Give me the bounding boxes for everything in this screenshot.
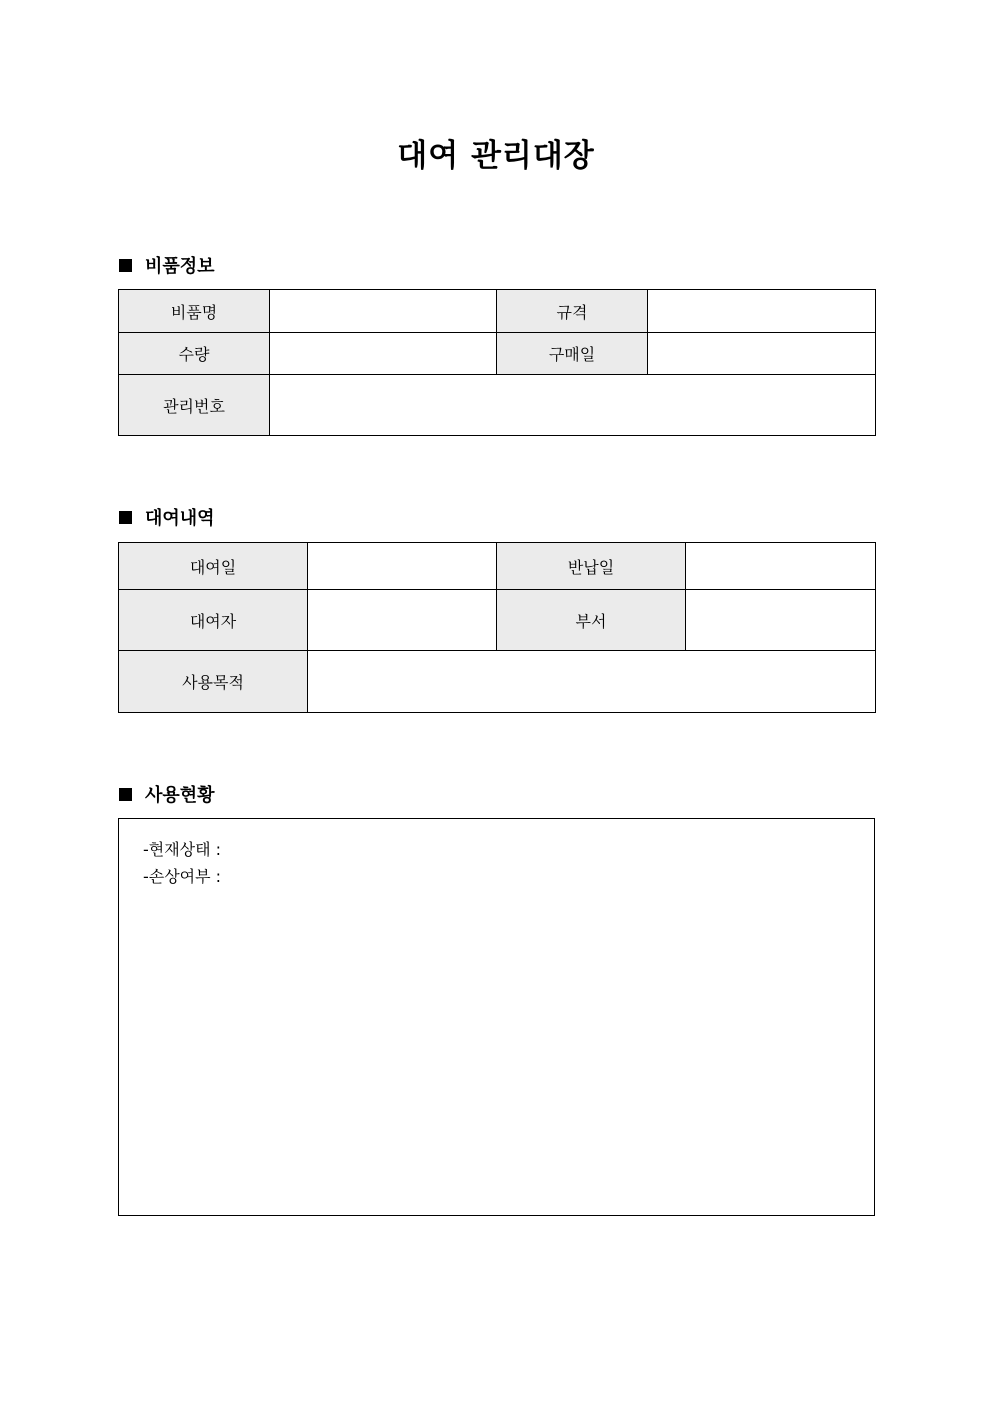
- usage-status-heading: [119, 782, 215, 806]
- return-date-field[interactable]: [686, 543, 876, 590]
- item-info-table: [118, 289, 876, 436]
- rental-details-table: [118, 542, 876, 713]
- management-number-field[interactable]: [270, 375, 876, 436]
- renter-field[interactable]: [308, 590, 497, 651]
- purpose-label: 사용목적: [119, 651, 308, 713]
- item-info-heading-label: 비품정보: [145, 256, 215, 277]
- item-quantity-field[interactable]: [270, 333, 497, 375]
- item-spec-field[interactable]: [648, 290, 876, 333]
- document-title: 대여 관리대장: [397, 138, 595, 174]
- return-date-label: 반납일: [497, 543, 686, 590]
- black-square-icon: [119, 511, 132, 524]
- renter-label: 대여자: [119, 590, 308, 651]
- item-name-field[interactable]: [270, 290, 497, 333]
- rental-details-heading-label: 대여내역: [145, 508, 215, 529]
- damage-status-line: -손상여부 :: [143, 867, 222, 886]
- department-field[interactable]: [686, 590, 876, 651]
- purchase-date-field[interactable]: [648, 333, 876, 375]
- usage-status-heading-label: 사용현황: [145, 785, 215, 806]
- item-spec-label: 규격: [497, 290, 648, 333]
- usage-status-box[interactable]: [118, 818, 875, 1216]
- rental-date-label: 대여일: [119, 543, 308, 590]
- current-state-line: -현재상태 :: [143, 840, 222, 859]
- black-square-icon: [119, 788, 132, 801]
- department-label: 부서: [497, 590, 686, 651]
- purpose-field[interactable]: [308, 651, 876, 713]
- item-quantity-label: 수량: [119, 333, 270, 375]
- item-info-heading: [119, 253, 215, 277]
- purchase-date-label: 구매일: [497, 333, 648, 375]
- management-number-label: 관리번호: [119, 375, 270, 436]
- black-square-icon: [119, 259, 132, 272]
- rental-date-field[interactable]: [308, 543, 497, 590]
- rental-details-heading: [119, 505, 215, 529]
- item-name-label: 비품명: [119, 290, 270, 333]
